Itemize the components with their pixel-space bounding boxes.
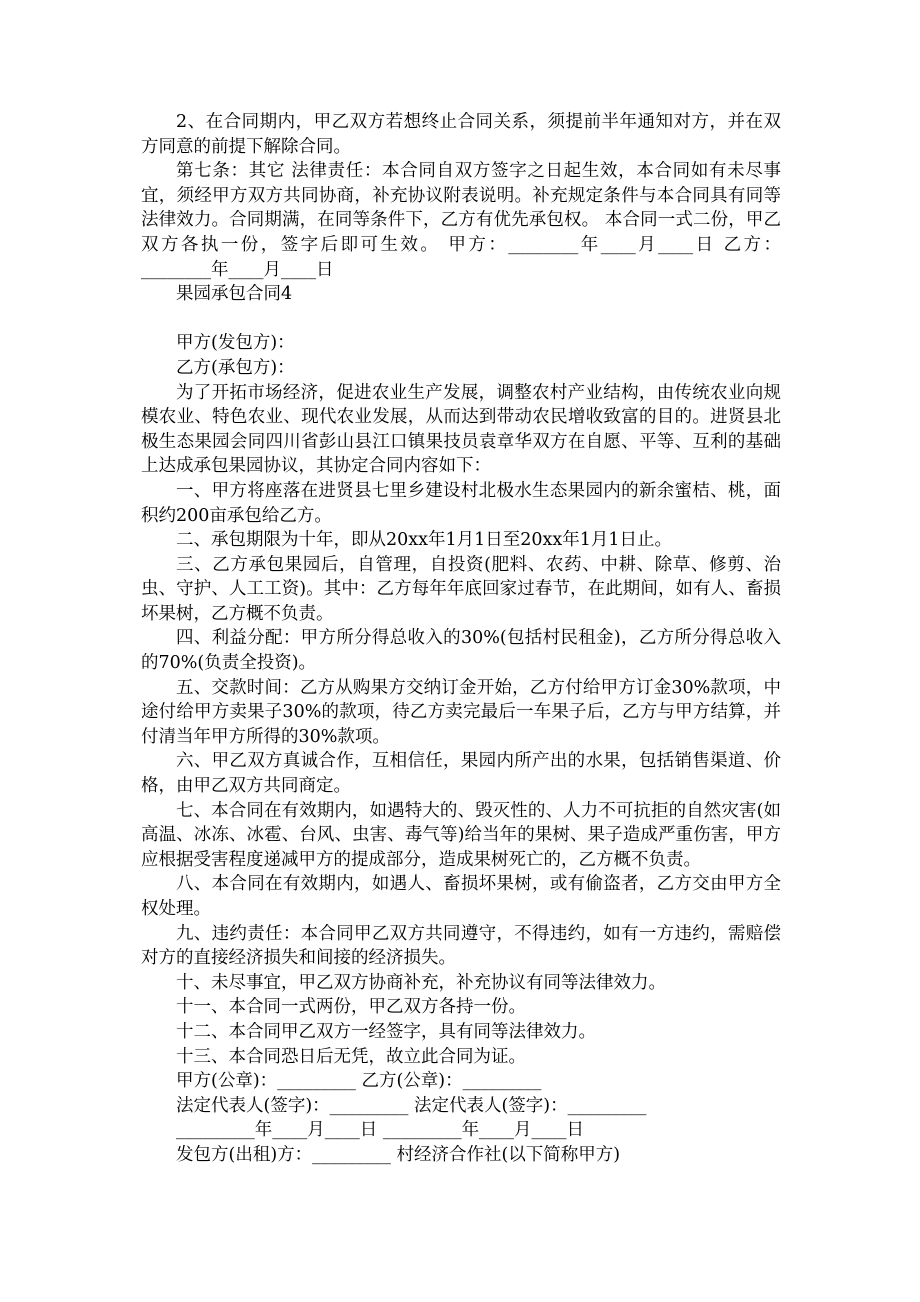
contract-title: 果园承包合同4 [176, 284, 293, 305]
clause-2: 二、承包期限为十年，即从20xx年1月1日至20xx年1月1日止。 [176, 530, 673, 551]
preamble: 为了开拓市场经济，促进农业生产发展，调整农村产业结构，由传统农业向规模农业、特色农业、现代农业发展，从而达到带动农民增收致富的目的。进贤县北极生态果园会同四川省彭山县江口镇果技员袁章华双方在自愿、平等、互利的基础上达成承包果园协议，其协定合同内容如下： [141, 382, 781, 477]
clause-8: 八、本合同在有效期内，如遇人、畜损坏果树，或有偷盗者，乙方交由甲方全权处理。 [141, 874, 781, 919]
article-seven: 第七条：其它 法律责任：本合同自双方签字之日起生效，本合同如有未尽事宜，须经甲方双方共同协商，补充协议附表说明。补充规定条件与本合同具有同等法律效力。合同期满，在同等条件下，乙方有优先承包权。 本合同一式二份，甲乙双方各执一份，签字后即可生效。 甲方：________年____月____日 乙方：________年____月____日 [141, 161, 781, 280]
clause-5: 五、交款时间：乙方从购果方交纳订金开始，乙方付给甲方订金30%款项，中途付给甲方卖果子30%的款项，待乙方卖完最后一车果子后，乙方与甲方结算，并付清当年甲方所得的30%款项。 [141, 677, 781, 747]
contract-body [141, 110, 781, 1168]
clause-11: 十一、本合同一式两份，甲乙双方各持一份。 [176, 997, 526, 1018]
representative-line: 法定代表人(签字)：_________ 法定代表人(签字)：_________ [176, 1095, 647, 1116]
clause-7: 七、本合同在有效期内，如遇特大的、毁灭性的、人力不可抗拒的自然灾害(如高温、冰冻、冰雹、台风、虫害、毒气等)给当年的果树、果子造成严重伤害，甲方应根据受害程度递减甲方的提成部分，造成果树死亡的，乙方概不负责。 [141, 800, 781, 870]
clause-10: 十、未尽事宜，甲乙双方协商补充，补充协议有同等法律效力。 [176, 972, 666, 993]
clause-3: 三、乙方承包果园后，自管理，自投资(肥料、农药、中耕、除草、修剪、治虫、守护、人工工资)。其中：乙方每年年底回家过春节，在此期间，如有人、畜损坏果树，乙方概不负责。 [141, 554, 781, 624]
clause-6: 六、甲乙双方真诚合作，互相信任，果园内所产出的水果，包括销售渠道、价格，由甲乙双方共同商定。 [141, 751, 781, 797]
clause-12: 十二、本合同甲乙双方一经签字，具有同等法律效力。 [176, 1021, 596, 1042]
clause-termination: 2、在合同期内，甲乙双方若想终止合同关系，须提前半年通知对方，并在双方同意的前提下解除合同。 [141, 112, 781, 157]
clause-4: 四、利益分配：甲方所分得总收入的30%(包括村民租金)，乙方所分得总收入的70%(负责全投资)。 [141, 628, 781, 674]
lessor-line: 发包方(出租)方：_________ 村经济合作社(以下简称甲方) [176, 1144, 621, 1165]
clause-9: 九、违约责任：本合同甲乙双方共同遵守，不得违约，如有一方违约，需赔偿对方的直接经济损失和间接的经济损失。 [141, 923, 781, 969]
party-b-label: 乙方(承包方)： [176, 357, 295, 378]
seal-line: 甲方(公章)：_________ 乙方(公章)：_________ [176, 1071, 542, 1092]
party-a-label: 甲方(发包方)： [176, 333, 295, 354]
spacer [141, 307, 781, 332]
clause-1: 一、甲方将座落在进贤县七里乡建设村北极水生态果园内的新余蜜桔、桃，面积约200亩承包给乙方。 [141, 480, 781, 526]
date-line: _________年____月____日 _________年____月____日 [176, 1120, 585, 1141]
clause-13: 十三、本合同恐日后无凭，故立此合同为证。 [176, 1046, 526, 1067]
